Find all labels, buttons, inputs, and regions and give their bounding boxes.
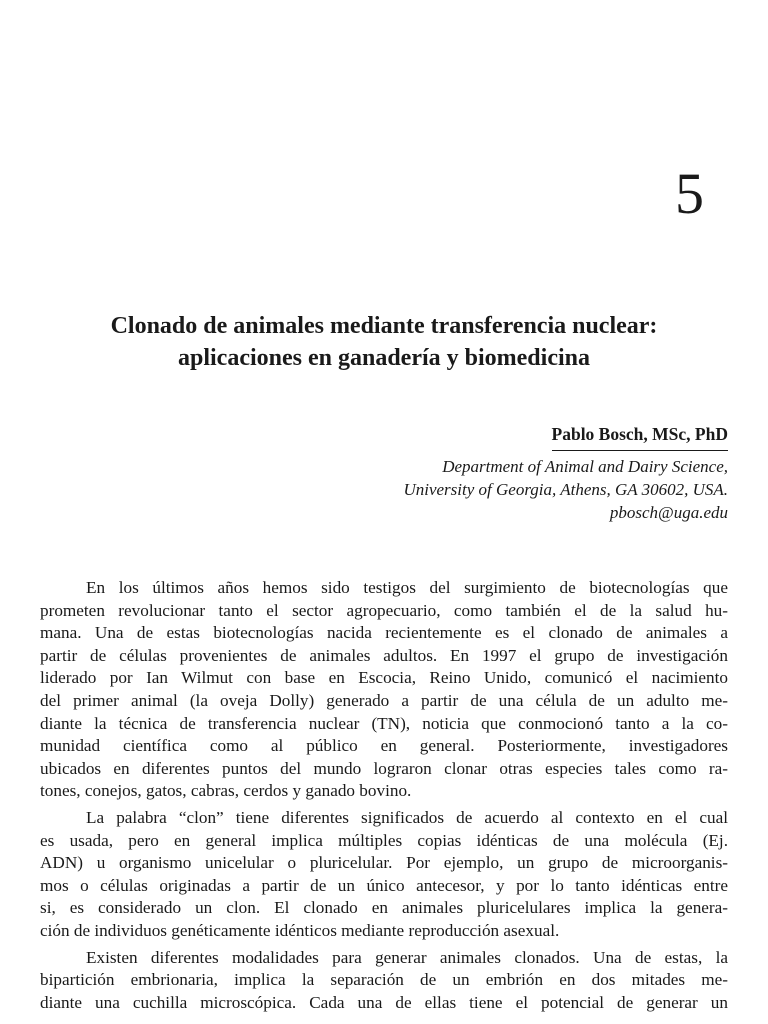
text-line: munidad científica como al público en general. Posteriormente, investigadores (40, 736, 728, 756)
affiliation-department: Department of Animal and Dairy Science, (442, 457, 728, 476)
paragraph (40, 577, 728, 803)
text-line: bipartición embrionaria, implica la separación de un embrión en dos mitades me- (40, 970, 728, 990)
author-affiliation (308, 455, 728, 524)
body-text (40, 577, 728, 1018)
text-line: ubicados en diferentes puntos del mundo lograron clonar otras especies tales como ra- (40, 758, 728, 778)
author-name: Pablo Bosch, MSc, PhD (552, 420, 728, 451)
text-line: prometen revolucionar tanto el sector agropecuario, como también el de la salud hu- (40, 600, 728, 620)
text-line: En los últimos años hemos sido testigos del surgimiento de biotecnologías que (86, 578, 728, 597)
chapter-title-line-1: Clonado de animales mediante transferencia nuclear: (110, 313, 658, 339)
text-line: diante una cuchilla microscópica. Cada una de ellas tiene el potencial de generar un (40, 992, 728, 1012)
text-line: mos o células originadas a partir de un único antecesor, y por lo tanto idénticas entre (40, 875, 728, 895)
text-line: Existen diferentes modalidades para generar animales clonados. Una de estas, la (86, 947, 728, 967)
text-line: del primer animal (la oveja Dolly) generado a partir de una célula de un adulto me- (40, 690, 728, 710)
text-line: ción de individuos genéticamente idénticos mediante reproducción asexual. (40, 920, 560, 940)
text-line: ADN) u organismo unicelular o pluricelular. Por ejemplo, un grupo de microorganis- (40, 853, 728, 873)
text-line: tones, conejos, gatos, cabras, cerdos y ganado bovino. (40, 781, 412, 801)
text-line: La palabra “clon” tiene diferentes significados de acuerdo al contexto en el cual (86, 807, 728, 827)
text-line: liderado por Ian Wilmut con base en Escocia, Reino Unido, comunicó el nacimiento (40, 668, 728, 688)
author-block (308, 420, 728, 524)
text-line: mana. Una de estas biotecnologías nacida recientemente es el clonado de animales a (40, 623, 728, 643)
text-line: partir de células provenientes de animales adultos. En 1997 el grupo de investigación (40, 645, 728, 665)
text-line: si, es considerado un clon. El clonado en animales pluricelulares implica la genera- (40, 898, 728, 918)
chapter-title (40, 310, 728, 374)
chapter-number: 5 (675, 161, 704, 226)
affiliation-university: University of Georgia, Athens, GA 30602, USA. (403, 480, 728, 499)
chapter-title-line-2: aplicaciones en ganadería y biomedicina (177, 345, 590, 371)
paragraph (40, 947, 728, 1015)
text-line: es usada, pero en general implica múltiples copias idénticas de una molécula (Ej. (40, 830, 728, 850)
author-email: pbosch@uga.edu (609, 503, 728, 522)
paragraph (40, 807, 728, 943)
text-line: diante la técnica de transferencia nuclear (TN), noticia que conmocionó tanto a la co- (40, 713, 728, 733)
